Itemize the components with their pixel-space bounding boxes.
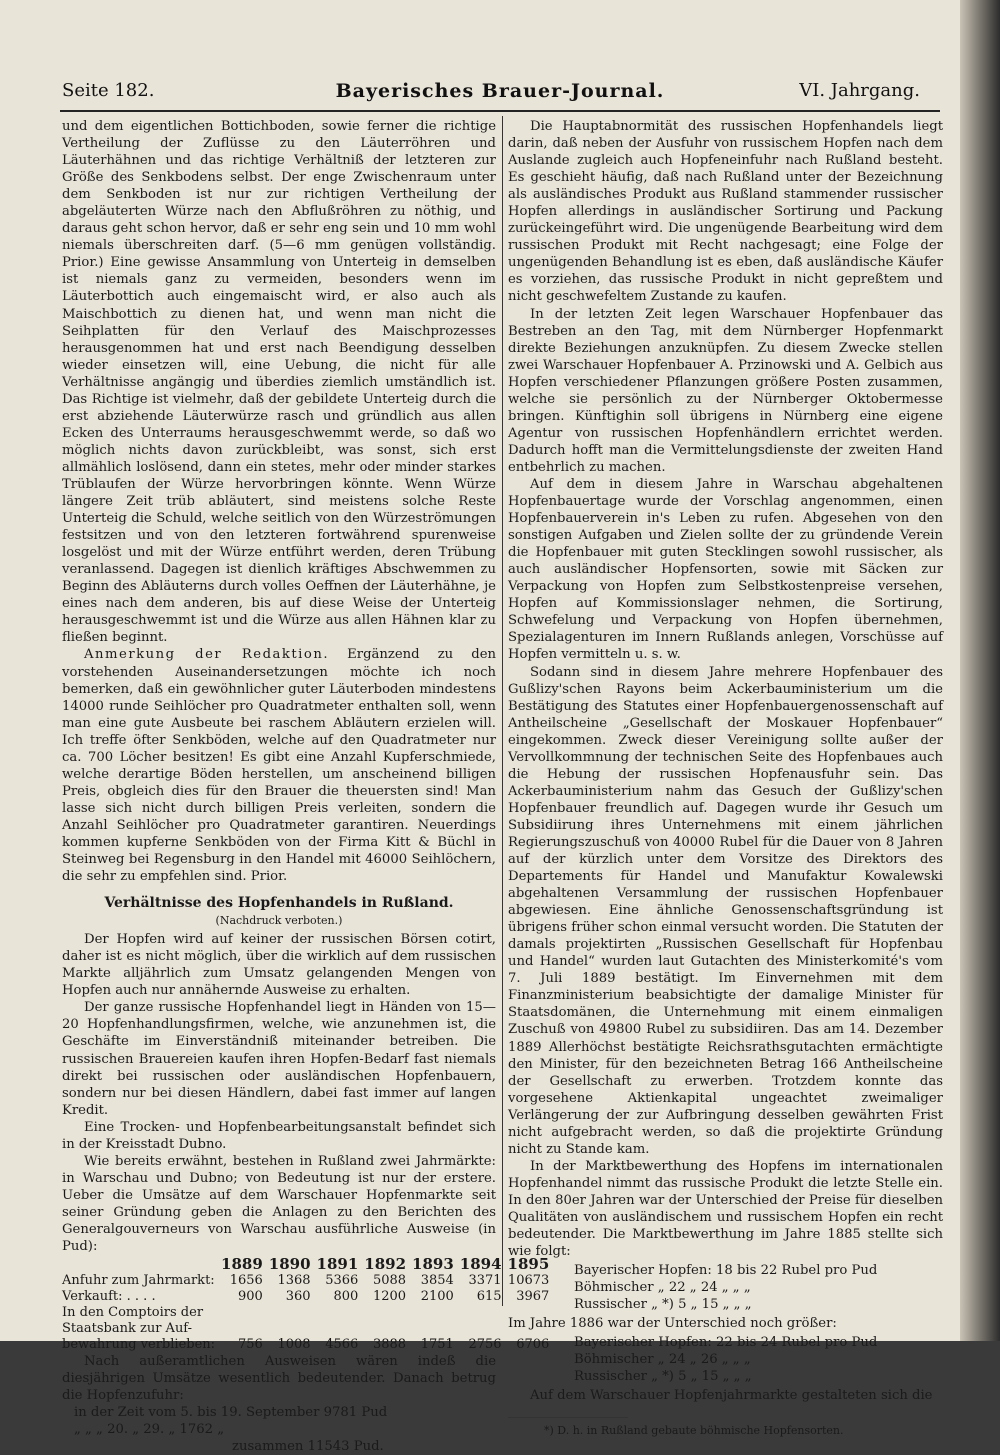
paragraph: Wie bereits erwähnt, bestehen in Rußland zwei Jahrmärkte: in Warschau und Dubno; von Bedeutung ist nur der erstere. Ueber die Umsätze auf dem Warschauer Hopfenmarkte seit seiner Gründung geben die Anlagen zu den Berichten des Generalgouverneurs von Warschau ausführliche Ausweise (in Pud): — [62, 1153, 496, 1255]
row-label: bewahrung verblieben: — [62, 1337, 216, 1353]
value-cell: 10673 — [507, 1273, 550, 1289]
paragraph: Auf dem in diesem Jahre in Warschau abgehaltenen Hopfenbauertage wurde der Vorschlag angenommen, einen Hopfenbauerverein in's Leben zu rufen. Abgesehen von den sonstigen Aufgaben und Zielen sollte der zu gründende Verein die Hopfenbauer mit guten Stecklingen sowohl russischer, als auch ausländischer Hopfensorten, sowie mit Säcken zur Verpackung von Hopfen zum Selbstkostenpreise versehen, Hopfen auf Kommissionslager nehmen, die Sortirung, Schwefelung und Verpackung von Hopfen übernehmen, Spezialagenturen im Innern Rußlands anlegen, Vorschüsse auf Hopfen vermitteln u. s. w. — [508, 476, 943, 663]
row-label: Staatsbank zur Auf- — [62, 1321, 193, 1337]
value-cell: 360 — [285, 1289, 311, 1305]
paragraph: In der letzten Zeit legen Warschauer Hopfenbauer das Bestreben an den Tag, mit dem Nürnberger Hopfenmarkt direkte Beziehungen anzuknüpfen. Zu diesem Zwecke stellen zwei Warschauer Hopfenbauer A. Przinowski und A. Gelbich aus Hopfen verschiedener Pflanzungen größere Posten zusammen, welche sie persönlich zu der Nürnberger Oktobermesse bringen. Künftighin soll übrigens in Nürnberg eine eigene Agentur von russischen Hopfenhändlern errichtet werden. Dadurch hofft man die Vermittelungsdienste der zweiten Hand entbehrlich zu machen. — [508, 306, 943, 475]
paragraph: und dem eigentlichen Bottichboden, sowie ferner die richtige Vertheilung der Zuflüsse zu den Läuterröhren und Läuterhähnen und das richtige Verhältniß der letzteren zur Größe des Senkbodens selbst. Der enge Zwischenraum unter dem Senkboden ist nur zur richtigen Vertheilung der abgeläuterten Würze nach den Abflußröhren zu nöthig, und daraus geht schon hervor, daß er sehr eng sein und 10 mm wohl niemals überschreiten darf. (5—6 mm genügen vollständig. Prior.) Eine gewisse Ansammlung von Unterteig in demselben ist niemals ganz zu vermeiden, besonders wenn im Läuterbottich auch eingemaischt wird, er also auch als Maischbottich zu dienen hat, und wenn man nicht die Seihplatten für den Verlauf des Maischprozesses herausgenommen hat und erst nach Beendigung desselben wieder einsetzen will, eine Uebung, die nicht für alle Verhältnisse angängig und überdies ziemlich umständlich ist. Das Richtige ist vielmehr, daß der gebildete Unterteig durch die erst abziehende Läuterwürze rasch und gründlich aus allen Ecken des Unterraums herausgeschwemmt werde, so daß wo möglich nichts davon zurückbleibt, was sonst, sich erst allmählich loslösend, dann ein stetes, mehr oder minder starkes Trüblaufen der Würze hervorbringen könnte. Wenn Würze längere Zeit trüb abläutert, sind meistens solche Reste Unterteig die Schuld, welche seitlich von den Würzeströmungen festsitzen und von den letzteren fortwährend spurenweise losgelöst und mit der Würze entführt werden, deren Trübung veranlassend. Dagegen ist dienlich kräftiges Abschwemmen zu Beginn des Abläuterns durch volles Oeffnen der Läuterhähne, je eines nach dem anderen, bis auf diese Weise der Unterteig herausgeschwemmt ist und die Würze aus allen Hähnen klar zu fließen beginnt. — [62, 119, 496, 646]
page-number: Seite 182. — [62, 80, 155, 101]
footnote-rule — [508, 1417, 628, 1418]
value-cell: 5366 — [325, 1273, 359, 1289]
header-rule — [60, 110, 940, 112]
year-cell: 1895 — [507, 1255, 550, 1274]
value-cell: 800 — [333, 1289, 359, 1305]
table-row — [62, 1289, 549, 1305]
paragraph: Die Hauptabnormität des russischen Hopfenhandels liegt darin, daß neben der Ausfuhr von russischem Hopfen nach dem Auslande zugleich auch Hopfeneinfuhr nach Rußland besteht. Es geschieht häufig, daß nach Rußland unter der Bezeichnung als ausländisches Produkt aus Rußland stammender russischer Hopfen allerdings in ausländischer Sortirung und Packung zurückeingeführt wird. Die ungenügende Bearbeitung wird dem russischen Produkt mit Recht nachgesagt; eine Folge der ungenügenden Behandlung ist es eben, daß ausländische Käufer es vorziehen, das russische Produkt in nicht gepreßtem und nicht geschwefeltem Zustande zu kaufen. — [508, 119, 943, 305]
value-cell: 5088 — [372, 1273, 407, 1289]
price-line: Böhmischer „ 22 „ 24 „ „ „ — [574, 1280, 751, 1296]
sum-line: in der Zeit vom 5. bis 19. September 9781 Pud — [74, 1405, 388, 1421]
row-label: Verkauft: . . . . — [62, 1289, 156, 1305]
value-cell: 1008 — [277, 1337, 311, 1353]
paragraph: Sodann sind in diesem Jahre mehrere Hopfenbauer des Gußlizy'schen Rayons beim Ackerbauministerium um die Bestätigung des Statutes einer Hopfenbauergenossenschaft auf Antheilscheine „Gesellschaft der Moskauer Hopfenbauer“ eingekommen. Zweck dieser Vereinigung sollte außer der Vervollkommnung der technischen Seite des Hopfenbaues auch die Hebung der russischen Hopfenausfuhr sein. Das Ackerbauministerium nahm das Gesuch der Gußlizy'schen Hopfenbauer freundlich auf. Dagegen wurde ihr Gesuch um Subsidiirung ihres Unternehmens mit einem jährlichen Regierungszuschuß von 40000 Rubel für die Dauer von 8 Jahren auf der kürzlich unter dem Vorsitze des Direktors des Departements für Handel und Manufaktur Kowalewski abgehaltenen Versammlung der russischen Hopfenbauer abgewiesen. Eine ähnliche Genossenschaftsgründung ist übrigens früher schon einmal versucht worden. Die Statuten der damals projektirten „Russischen Gesellschaft für Hopfenbau und Handel“ wurden laut Gutachten des Ministerkomité's vom 7. Juli 1889 bestätigt. Im Einvernehmen mit dem Finanzministerium beabsichtigte der damalige Minister für Staatsdomänen, die Unternehmung mit einem einmaligen Zuschuß von 49800 Rubel zu subsidiiren. Das am 14. Dezember 1889 Allerhöchst bestätigte Reichsrathsgutachten ermächtigte den Minister, für den bezeichneten Betrag 166 Antheilscheine der Gesellschaft zu erwerben. Trotzdem konnte das vorgesehene Aktienkapital ungeachtet zweimaliger Verlängerung der zur Aufbringung desselben gewährten Frist nicht aufgebracht werden, so daß die projektirte Gründung nicht zu Stande kam. — [508, 664, 943, 1157]
year-cell: 1892 — [364, 1255, 407, 1274]
column-divider — [502, 116, 503, 1306]
table-row — [62, 1321, 549, 1337]
value-cell: 1200 — [372, 1289, 407, 1305]
editor-note-text: Ergänzend zu den vorstehenden Auseinandersetzungen möchte ich noch bemerken, daß ein gewöhnlicher guter Läuterboden mindestens 14000 runde Seihlöcher pro Quadratmeter enthalten soll, wenn man eine gute Ausbeute bei raschem Abläutern erzielen will. Ich treffe öfter Senkböden, welche auf den Quadratmeter nur ca. 700 Löcher besitzen! Es gibt eine Anzahl Kupferschmiede, welche derartige Böden herstellen, um anscheinend billigen Preis, obgleich dies für den Brauer die theuersten sind! Man lasse sich nicht durch billigen Preis verleiten, sondern die Anzahl Seihlöcher pro Quadratmeter garantiren. Neuerdings kommen kupferne Senkböden von der Firma Kitt & Büchl in Steinweg bei Regensburg in den Handel mit 46000 Seihlöchern, die sehr zu empfehlen sind. Prior. — [62, 647, 496, 885]
price-list-1886 — [574, 1334, 943, 1385]
market-table — [62, 1255, 549, 1353]
value-cell: 2100 — [420, 1289, 454, 1305]
year-cell: 1894 — [459, 1255, 502, 1274]
value-cell: 615 — [476, 1289, 502, 1305]
editor-note — [62, 646, 496, 885]
article-subtitle: (Nachdruck verboten.) — [215, 914, 343, 928]
table-row — [62, 1337, 549, 1353]
row-label: In den Comptoirs der — [62, 1305, 204, 1321]
price-line: Bayerischer Hopfen: 22 bis 24 Rubel pro Pud — [574, 1335, 878, 1351]
value-cell: 1656 — [229, 1273, 263, 1289]
table-header-row — [62, 1255, 549, 1273]
price-line: Böhmischer „ 24 „ 26 „ „ „ — [574, 1352, 751, 1368]
value-cell: 1751 — [420, 1337, 454, 1353]
value-cell: 2756 — [468, 1337, 502, 1353]
row-label: Anfuhr zum Jahrmarkt: — [62, 1273, 215, 1289]
journal-title: Bayerisches Brauer-Journal. — [335, 80, 665, 102]
article-title: Verhältnisse des Hopfenhandels in Rußland. — [104, 895, 454, 912]
editor-note-label: Anmerkung der Redaktion. — [84, 647, 330, 663]
value-cell: 3967 — [516, 1289, 550, 1305]
value-cell: 756 — [237, 1337, 263, 1353]
value-cell: 3888 — [372, 1337, 407, 1353]
right-column — [508, 118, 943, 1439]
price-line: Russischer „ *) 5 „ 15 „ „ „ — [574, 1369, 752, 1385]
value-cell: 6706 — [516, 1337, 550, 1353]
value-cell: 3854 — [420, 1273, 454, 1289]
paragraph: In der Marktbewerthung des Hopfens im internationalen Hopfenhandel nimmt das russische Produkt die letzte Stelle ein. In den 80er Jahren war der Unterschied der Preise für dieselben Qualitäten von ausländischem und russischem Hopfen ein recht bedeutender. Die Marktbewerthung im Jahre 1885 stellte sich wie folgt: — [508, 1158, 943, 1260]
table-row — [62, 1305, 549, 1321]
sum-line: „ „ „ 20. „ 29. „ 1762 „ — [74, 1422, 225, 1438]
value-cell: 4566 — [325, 1337, 359, 1353]
footnote: *) D. h. in Rußland gebaute böhmische Hopfensorten. — [544, 1423, 844, 1437]
paragraph: Der Hopfen wird auf keiner der russischen Börsen cotirt, daher ist es nicht möglich, über die wirklich auf dem russischen Markte alljährlich zum Umsatz gelangenden Mengen von Hopfen auch nur annähernde Ausweise zu erhalten. — [62, 932, 496, 999]
year-cell: 1891 — [316, 1255, 359, 1274]
value-cell: 1368 — [277, 1273, 311, 1289]
value-cell: 900 — [237, 1289, 263, 1305]
paragraph: Eine Trocken- und Hopfenbearbeitungsanstalt befindet sich in der Kreisstadt Dubno. — [62, 1119, 496, 1152]
page-edge — [960, 0, 1000, 1341]
price-line: Bayerischer Hopfen: 18 bis 22 Rubel pro Pud — [574, 1263, 878, 1279]
value-cell: 3371 — [468, 1273, 502, 1289]
year-cell: 1889 — [221, 1255, 263, 1274]
sum-total: zusammen 11543 Pud. — [232, 1439, 384, 1455]
price-line: Russischer „ *) 5 „ 15 „ „ „ — [574, 1297, 752, 1313]
paragraph: Auf dem Warschauer Hopfenjahrmarkte gestalteten sich die — [530, 1388, 933, 1404]
year-cell: 1890 — [268, 1255, 311, 1274]
paragraph: Nach außeramtlichen Ausweisen wären indeß die diesjährigen Umsätze wesentlich bedeutender. Danach betrug die Hopfenzufuhr: — [62, 1354, 496, 1404]
table-row — [62, 1273, 549, 1289]
paragraph: Der ganze russische Hopfenhandel liegt in Händen von 15—20 Hopfenhandlungsfirmen, welche, wie anzunehmen ist, die Geschäfte im Einverständniß miteinander betreiben. Die russischen Brauereien kaufen ihren Hopfen-Bedarf fast niemals direkt bei russischen oder ausländischen Hopfenbauern, sondern nur bei diesen Händlern, dabei fast immer auf langen Kredit. — [62, 1000, 496, 1118]
paragraph: Im Jahre 1886 war der Unterschied noch größer: — [508, 1316, 837, 1332]
left-column — [62, 118, 550, 1455]
year-cell: 1893 — [412, 1255, 454, 1274]
volume-label: VI. Jahrgang. — [799, 80, 920, 101]
price-list-1885 — [574, 1262, 943, 1313]
